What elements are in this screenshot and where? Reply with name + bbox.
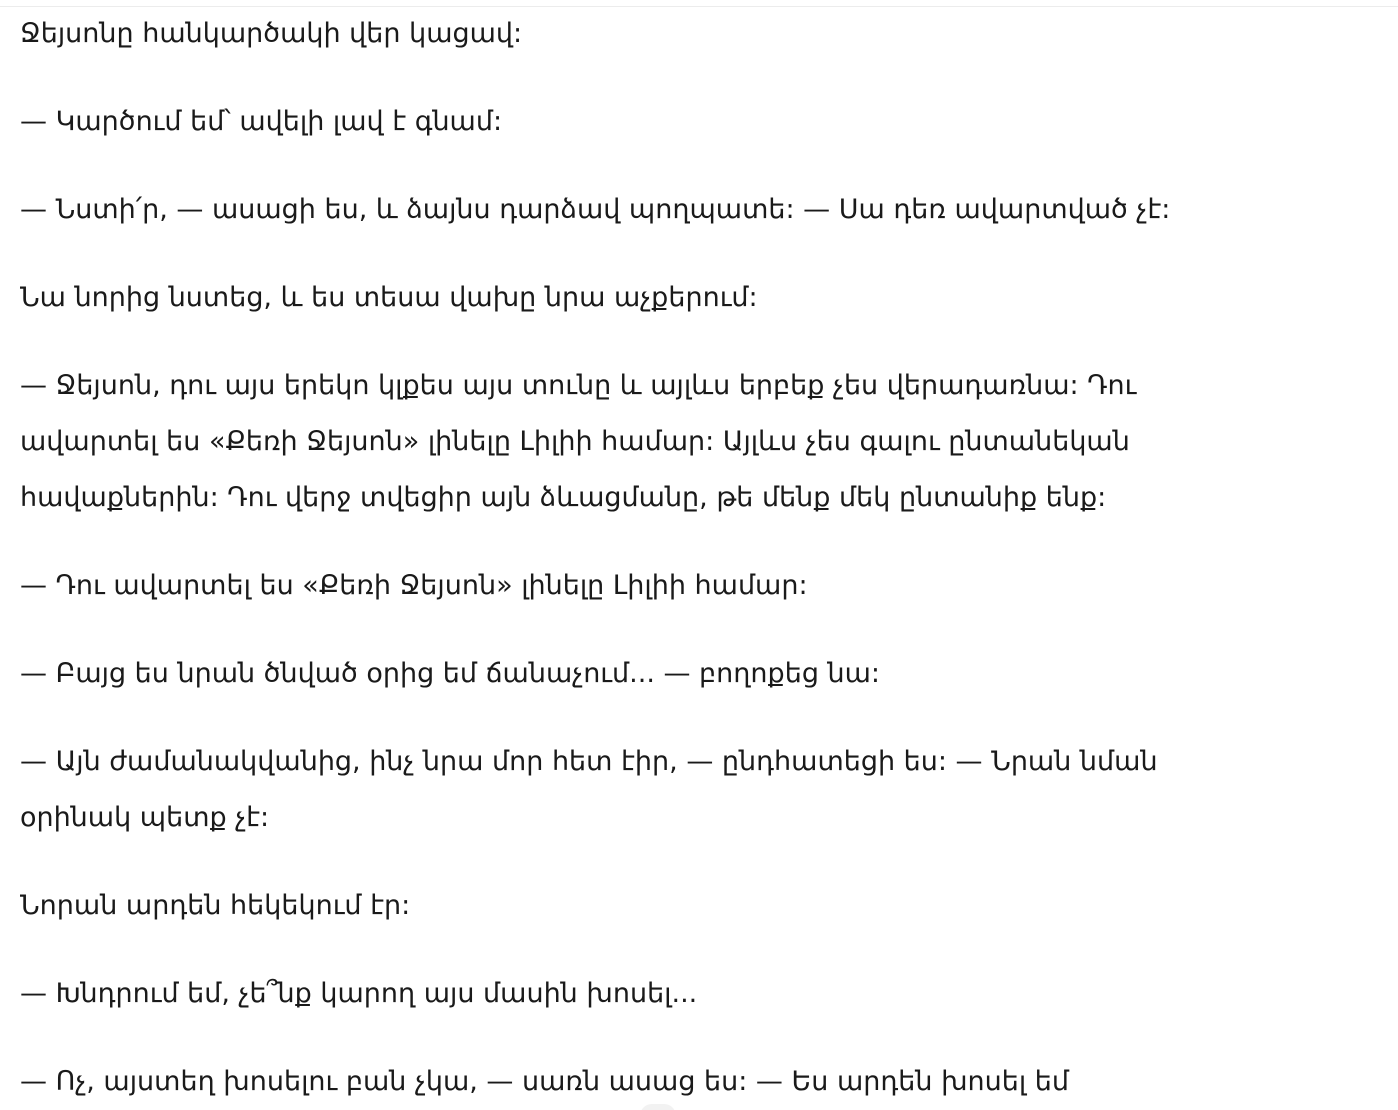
- paragraph: [20, 558, 1230, 614]
- paragraph: [20, 270, 1230, 326]
- text-line: — Ոչ, այստեղ խոսելու բան չկա, — սառն ասաց ես: — Ես արդեն խոսել եմ: [20, 1066, 1070, 1097]
- paragraph: [20, 646, 1230, 702]
- paragraph: [20, 94, 1230, 150]
- text-line: — Բայց ես նրան ծնված օրից եմ ճանաչում... — բողոքեց նա:: [20, 658, 881, 689]
- text-line: հավաքներին: Դու վերջ տվեցիր այն ձևացմանը, թե մենք մեկ ընտանիք ենք:: [20, 482, 1107, 513]
- paragraph: [20, 358, 1230, 526]
- story-text: [20, 6, 1230, 1110]
- text-line: — Խնդրում եմ, չե՞նք կարող այս մասին խոսել...: [20, 978, 698, 1009]
- text-line: Նորան արդեն հեկեկում էր:: [20, 890, 411, 921]
- paragraph: [20, 1054, 1230, 1110]
- text-line: օրինակ պետք չէ:: [20, 802, 270, 833]
- text-line: — Կարծում եմ՝ ավելի լավ է գնամ:: [20, 106, 503, 137]
- paragraph: [20, 878, 1230, 934]
- text-line: Ջեյսոնը հանկարծակի վեր կացավ:: [20, 18, 523, 49]
- text-line: Նա նորից նստեց, և ես տեսա վախը նրա աչքերում:: [20, 282, 758, 313]
- paragraph: [20, 734, 1230, 846]
- text-line: — Դու ավարտել ես «Քեռի Ջեյսոն» լինելը Լիլիի համար:: [20, 570, 808, 601]
- paragraph: [20, 966, 1230, 1022]
- paragraph: [20, 182, 1230, 238]
- text-line: ավարտել ես «Քեռի Ջեյսոն» լինելը Լիլիի համար: Այլևս չես գալու ընտանեկան: [20, 426, 1130, 457]
- text-line: — Այն ժամանակվանից, ինչ նրա մոր հետ էիր, — ընդհատեցի ես: — Նրան նման: [20, 746, 1158, 777]
- text-line: — Ջեյսոն, դու այս երեկո կլքես այս տունը և այլևս երբեք չես վերադառնա: Դու: [20, 370, 1137, 401]
- text-line: — Նստի՛ր, — ասացի ես, և ձայնս դարձավ պողպատե: — Սա դեռ ավարտված չէ:: [20, 194, 1171, 225]
- paragraph: [20, 6, 1230, 62]
